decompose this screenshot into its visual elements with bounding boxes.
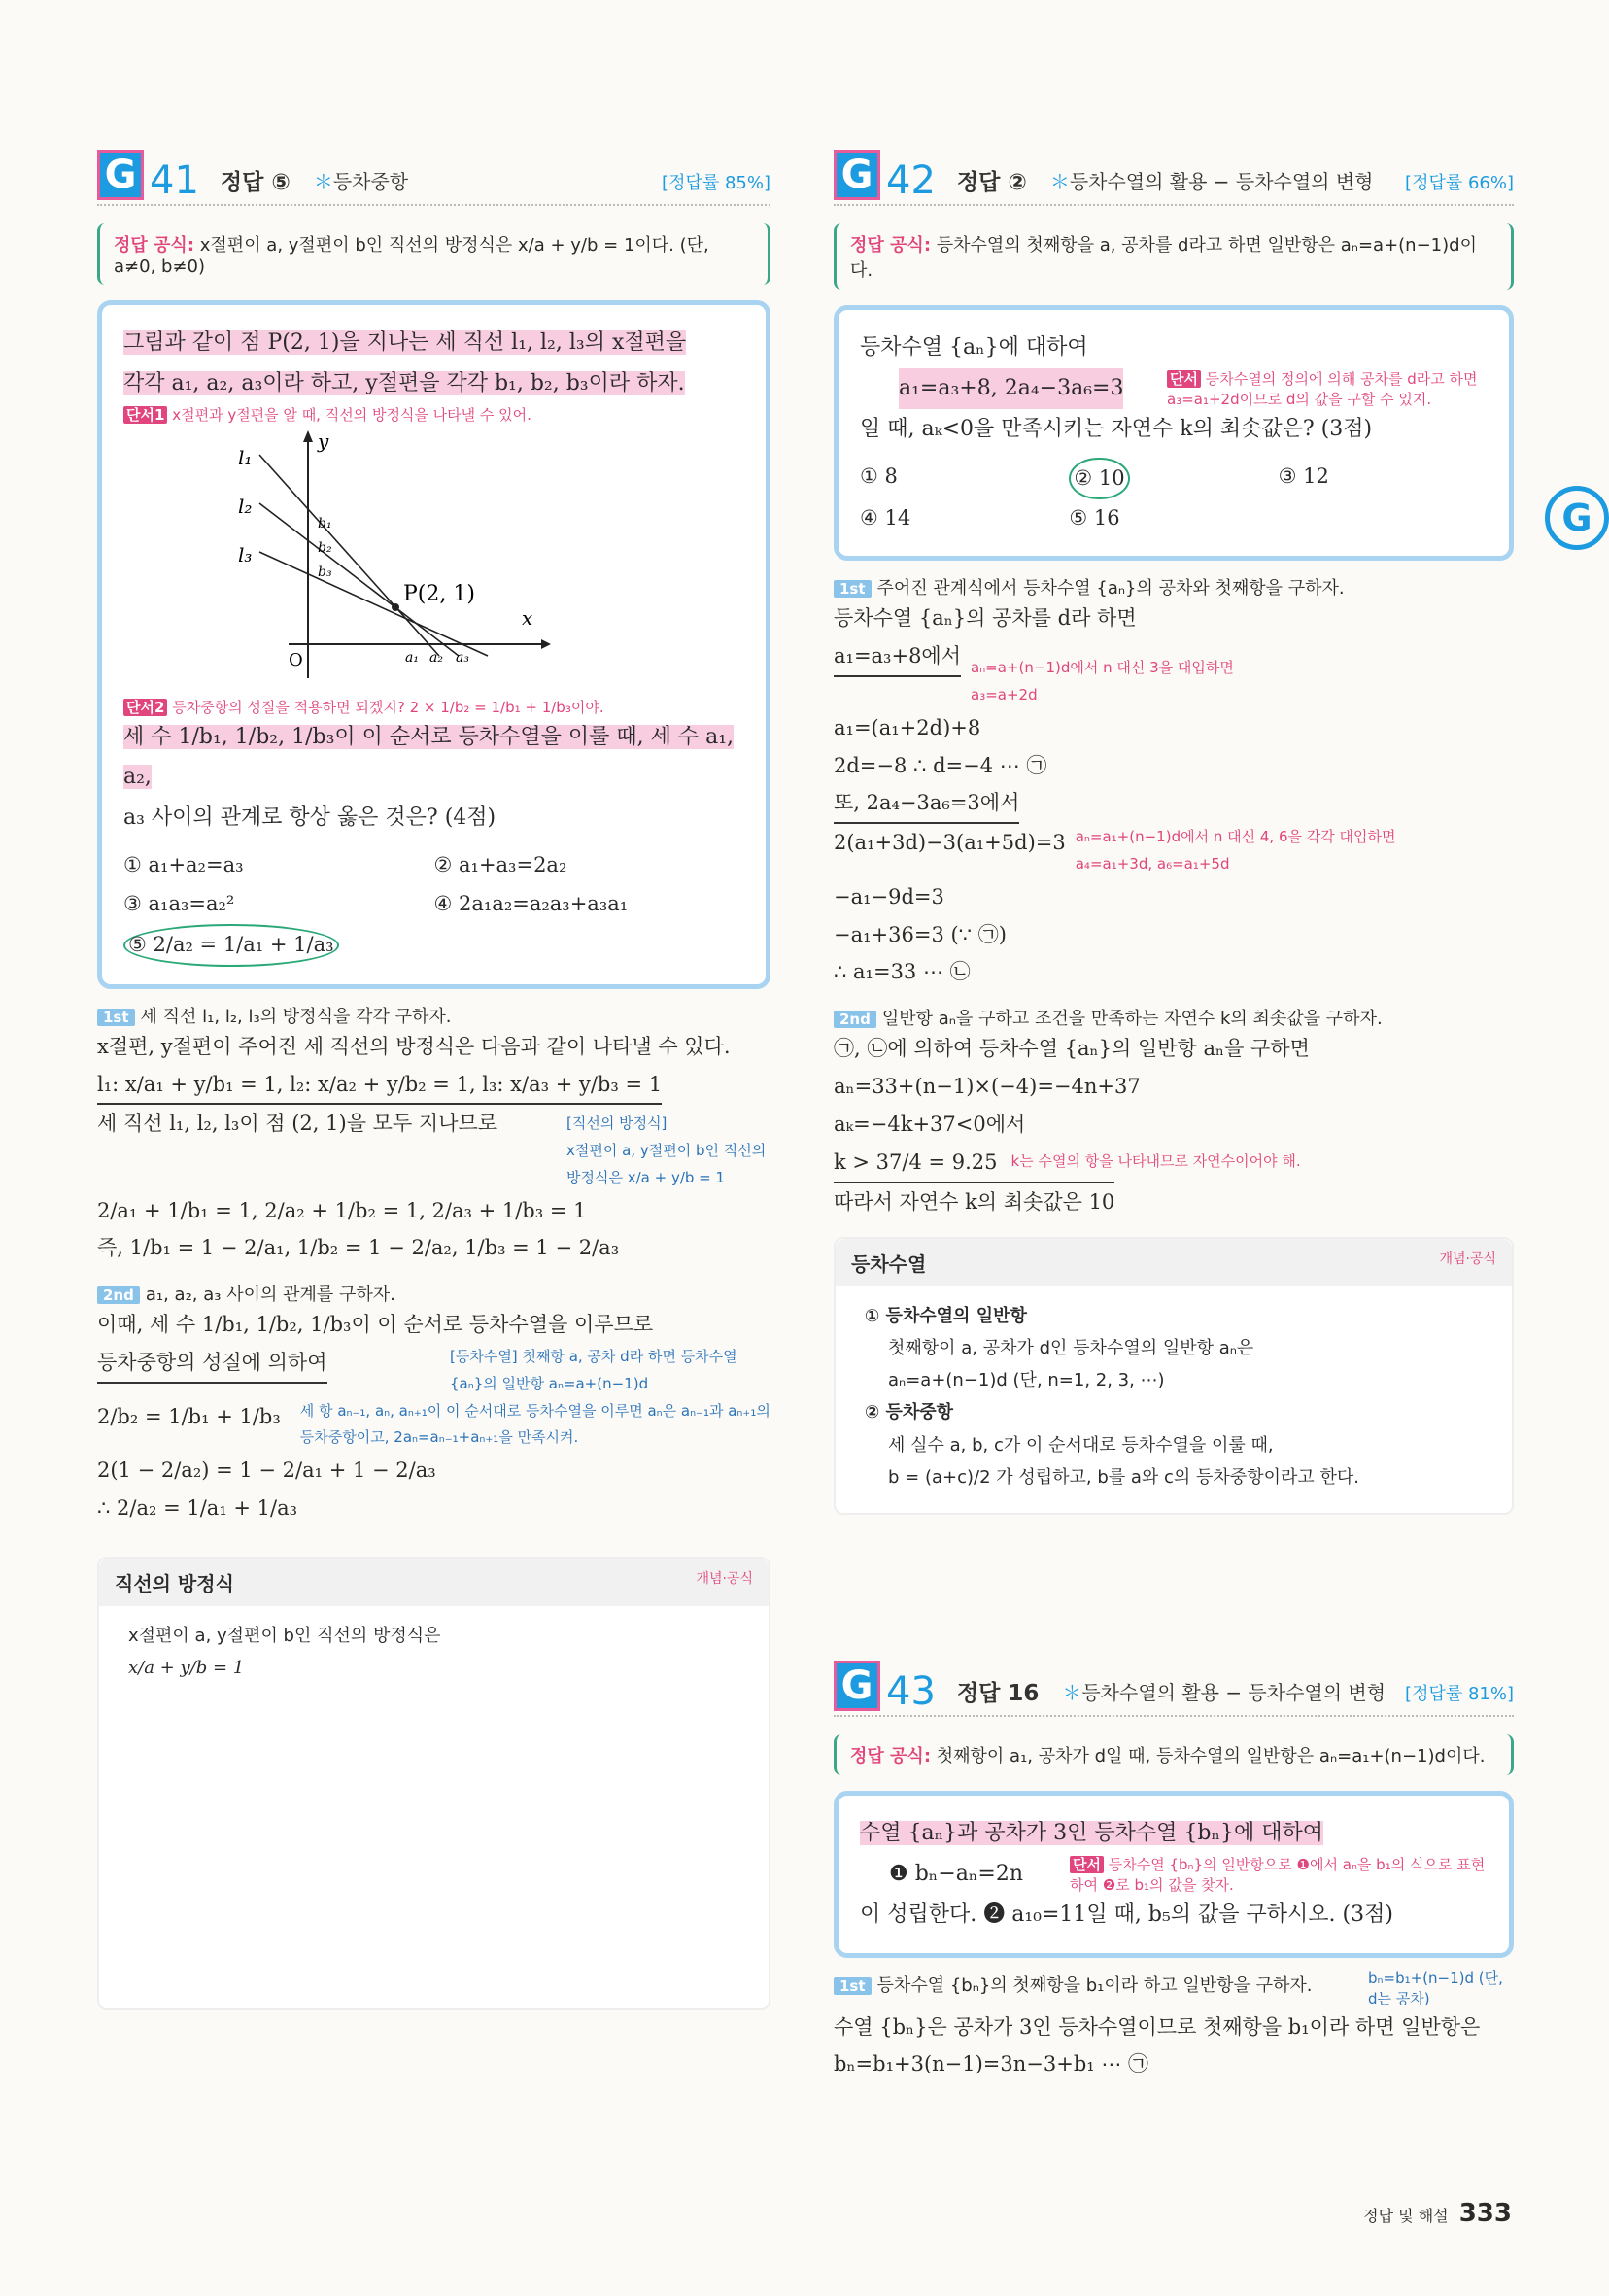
page-number: 333 xyxy=(1458,2199,1512,2228)
q42-option-2: ② 10 xyxy=(1069,458,1278,500)
q41-sol-8: 2/b₂ = 1/b₁ + 1/b₃ xyxy=(97,1404,281,1428)
q41-sol-5: 즉, 1/b₁ = 1 − 2/a₁, 1/b₂ = 1 − 2/a₂, 1/b₃ = 1 − 2/a₃ xyxy=(97,1236,620,1260)
graph-point-p: P(2, 1) xyxy=(403,581,475,606)
q41-option-3: ③ a₁a₃=a₂² xyxy=(123,891,235,915)
q42-sol-13: k > 37/4 = 9.25 xyxy=(834,1149,998,1174)
q42-sol-1: 등차수열 {aₙ}의 공차를 d라 하면 xyxy=(834,606,1137,631)
q43-topic: ＊등차수열의 활용 − 등차수열의 변형 xyxy=(1062,1681,1386,1704)
q42-problem-line3: 일 때, aₖ<0을 만족시키는 자연수 k의 최솟값은? (3점) xyxy=(860,416,1373,441)
footer-label: 정답 및 해설 xyxy=(1363,2207,1449,2225)
q42-option-1: ① 8 xyxy=(860,463,898,488)
q41-note-1: [직선의 방정식] x절편이 a, y절편이 b인 직선의 방정식은 x/a + y/b = 1 xyxy=(566,1114,767,1186)
graph-l3: l₃ xyxy=(238,542,253,566)
q42-concept-1: ① 등차수열의 일반항 xyxy=(865,1305,1027,1326)
q43-header xyxy=(834,1657,1514,1717)
q43-number: 43 xyxy=(886,1669,936,1714)
q41-problem-line2: 각각 a₁, a₂, a₃이라 하고, y절편을 각각 b₁, b₂, b₃이라 하자. xyxy=(123,370,685,395)
q42-problem xyxy=(834,305,1514,561)
q41-hint2: 단서2 등차중항의 성질을 적용하면 되겠지? 2 × 1/b₂ = 1/b₁ + 1/b₃이야. xyxy=(123,697,744,717)
q42-sol-11: aₙ=33+(n−1)×(−4)=−4n+37 xyxy=(834,1075,1141,1099)
q41-graph xyxy=(240,430,551,693)
q42-header xyxy=(834,146,1514,206)
graph-b2: b₂ xyxy=(318,539,332,556)
q41-sol-6: 이때, 세 수 1/b₁, 1/b₂, 1/b₃이 이 순서로 등차수열을 이루므로 xyxy=(97,1313,654,1337)
q41-concept-line2: x/a + y/b = 1 xyxy=(128,1658,245,1679)
q41-hint1: 단서1 x절편과 y절편을 알 때, 직선의 방정식을 나타낼 수 있어. xyxy=(123,404,744,425)
q42-sol-4: 2d=−8 ∴ d=−4 ⋯ ㉠ xyxy=(834,753,1047,777)
graph-x-label: x xyxy=(522,605,533,630)
q42-sol-14: 따라서 자연수 k의 최솟값은 10 xyxy=(834,1182,1114,1221)
graph-a1: a₁ xyxy=(405,649,419,666)
graph-b3: b₃ xyxy=(318,564,332,580)
q41-topic: ＊등차중항 xyxy=(313,170,409,193)
q41-sol-4: 2/a₁ + 1/b₁ = 1, 2/a₂ + 1/b₂ = 1, 2/a₃ + 1/b₃ = 1 xyxy=(97,1198,587,1222)
q42-answer: 정답 ② xyxy=(956,170,1027,195)
q41-concept-line1: x절편이 a, y절편이 b인 직선의 방정식은 xyxy=(128,1625,441,1646)
q41-concept-tag: 개념·공식 xyxy=(696,1570,753,1587)
q42-note-1: aₙ=a+(n−1)d에서 n 대신 3을 대입하면 a₃=a+2d xyxy=(971,659,1234,703)
q42-sol-12: aₖ=−4k+37<0에서 xyxy=(834,1112,1026,1136)
q42-concept-tag: 개념·공식 xyxy=(1439,1251,1496,1267)
q41-option-1: ① a₁+a₂=a₃ xyxy=(123,852,244,876)
q42-topic: ＊등차수열의 활용 − 등차수열의 변형 xyxy=(1049,170,1374,193)
q41-note-3: 세 항 aₙ₋₁, aₙ, aₙ₊₁이 이 순서대로 등차수열을 이루면 aₙ은 aₙ₋₁과 aₙ₊₁의 등차중항이고, 2aₙ=aₙ₋₁+aₙ₊₁을 만족시켜. xyxy=(299,1401,770,1447)
q42-sol-6: 2(a₁+3d)−3(a₁+5d)=3 xyxy=(834,831,1066,855)
q41-rate: [정답률 85%] xyxy=(662,173,770,193)
q42-hint: 단서 등차수열의 정의에 의해 공차를 d라고 하면 a₃=a₁+2d이므로 d의 값을 구할 수 있지. xyxy=(1167,369,1478,408)
q43-problem xyxy=(834,1791,1514,1958)
q42-formula: 정답 공식: 등차수열의 첫째항을 a, 공차를 d라고 하면 일반항은 aₙ=a+(n−1)d이다. xyxy=(834,223,1514,290)
q41-step2: 2nd a₁, a₂, a₃ 사이의 관계를 구하자. xyxy=(97,1281,770,1306)
q41-step1: 1st 세 직선 l₁, l₂, l₃의 방정식을 각각 구하자. xyxy=(97,1003,770,1028)
q41-note-2: [등차수열] 첫째항 a, 공차 d라 하면 등차수열 {aₙ}의 일반항 aₙ=a+(n−1)d xyxy=(450,1348,737,1392)
q42-sol-8: −a₁+36=3 (∵ ㉠) xyxy=(834,922,1007,946)
q42-problem-line1: 등차수열 {aₙ}에 대하여 xyxy=(860,335,1088,360)
q42-step1: 1st 주어진 관계식에서 등차수열 {aₙ}의 공차와 첫째항을 구하자. xyxy=(834,574,1514,600)
q42-problem-line2: a₁=a₃+8, 2a₄−3a₆=3 xyxy=(899,368,1123,409)
q41-concept xyxy=(97,1557,770,2010)
q41-sol-1: x절편, y절편이 주어진 세 직선의 방정식은 다음과 같이 나타낼 수 있다. xyxy=(97,1034,731,1058)
q42-concept-2: 첫째항이 a, 공차가 d인 등차수열의 일반항 aₙ은 xyxy=(888,1337,1254,1358)
q43-sol-1: 수열 {bₙ}은 공차가 3인 등차수열이므로 첫째항을 b₁이라 하면 일반항은 xyxy=(834,2014,1481,2039)
q42-concept-3: aₙ=a+(n−1)d (단, n=1, 2, 3, ⋯) xyxy=(888,1370,1165,1391)
q42-options xyxy=(860,458,1488,539)
q41-formula: 정답 공식: x절편이 a, y절편이 b인 직선의 방정식은 x/a + y/b = 1이다. (단, a≠0, b≠0) xyxy=(97,223,770,285)
q41-answer: 정답 ⑤ xyxy=(220,170,291,195)
q42-concept-5: 세 실수 a, b, c가 이 순서대로 등차수열을 이룰 때, xyxy=(888,1434,1274,1456)
q43-sol-2: bₙ=b₁+3(n−1)=3n−3+b₁ ⋯ ㉠ xyxy=(834,2052,1149,2076)
q43-problem-line2: ❶ bₙ−aₙ=2n xyxy=(889,1861,1023,1886)
graph-y-label: y xyxy=(318,428,329,453)
q43-note-1: bₙ=b₁+(n−1)d (단, d는 공차) xyxy=(1368,1969,1503,2007)
q42-concept xyxy=(834,1237,1514,1516)
graph-a2: a₂ xyxy=(429,649,443,666)
graph-b1: b₁ xyxy=(318,515,332,531)
q42-sol-2: a₁=a₃+8에서 xyxy=(834,637,961,677)
graph-l1: l₁ xyxy=(238,445,253,469)
q41-option-2: ② a₁+a₃=2a₂ xyxy=(433,852,567,876)
q42-sol-10: ㉠, ㉡에 의하여 등차수열 {aₙ}의 일반항 aₙ을 구하면 xyxy=(834,1037,1310,1061)
q42-note-2: aₙ=a₁+(n−1)d에서 n 대신 4, 6을 각각 대입하면 a₄=a₁+3d, a₆=a₁+5d xyxy=(1075,828,1396,873)
q42-option-5: ⑤ 16 xyxy=(1069,506,1120,531)
q41-sol-9: 2(1 − 2/a₂) = 1 − 2/a₁ + 1 − 2/a₃ xyxy=(97,1458,436,1483)
q41-problem-line3: 세 수 1/b₁, 1/b₂, 1/b₃이 이 순서로 등차수열을 이룰 때, 세 수 a₁, a₂, xyxy=(123,724,735,790)
q42-concept-4: ② 등차중항 xyxy=(865,1402,954,1423)
q43-problem-line3: 이 성립한다. ❷ a₁₀=11일 때, b₅의 값을 구하시오. (3점) xyxy=(860,1902,1393,1927)
page-footer xyxy=(1363,2199,1512,2228)
q42-sol-9: ∴ a₁=33 ⋯ ㉡ xyxy=(834,960,971,984)
q42-sol-7: −a₁−9d=3 xyxy=(834,884,944,908)
section-tab-g: G xyxy=(1545,486,1609,550)
q41-option-5: ⑤ 2/a₂ = 1/a₁ + 1/a₃ xyxy=(123,924,434,967)
q41-number: 41 xyxy=(150,158,199,203)
q42-step2: 2nd 일반항 aₙ을 구하고 조건을 만족하는 자연수 k의 최솟값을 구하자. xyxy=(834,1005,1514,1030)
q42-note-3: k는 수열의 항을 나타내므로 자연수이어야 해. xyxy=(1010,1152,1301,1171)
q42-concept-6: b = (a+c)/2 가 성립하고, b를 a와 c의 등차중항이라고 한다. xyxy=(888,1466,1359,1488)
q41-problem-line4: a₃ 사이의 관계로 항상 옳은 것은? (4점) xyxy=(123,805,496,831)
q41-sol-10: ∴ 2/a₂ = 1/a₁ + 1/a₃ xyxy=(97,1495,298,1520)
question-43 xyxy=(834,1657,1514,2083)
q42-rate: [정답률 66%] xyxy=(1405,173,1514,193)
graph-origin: O xyxy=(289,649,303,670)
q41-header xyxy=(97,146,770,206)
q42-sol-3: a₁=(a₁+2d)+8 xyxy=(834,715,981,739)
q43-formula: 정답 공식: 첫째항이 a₁, 공차가 d일 때, 등차수열의 일반항은 aₙ=a₁+(n−1)d이다. xyxy=(834,1734,1514,1775)
q43-hint: 단서 등차수열 {bₙ}의 일반항으로 ❶에서 aₙ을 b₁의 식으로 표현하여 ❷로 b₁의 값을 찾자. xyxy=(1070,1855,1486,1894)
q42-concept-title: 등차수열 xyxy=(851,1251,927,1276)
question-42 xyxy=(834,146,1514,1515)
q41-option-4: ④ 2a₁a₂=a₂a₃+a₃a₁ xyxy=(433,891,629,915)
q42-sol-5: 또, 2a₄−3a₆=3에서 xyxy=(834,784,1019,824)
q42-g-badge: G xyxy=(834,150,880,200)
q42-number: 42 xyxy=(886,158,936,203)
q41-sol-2: l₁: x/a₁ + y/b₁ = 1, l₂: x/a₂ + y/b₂ = 1, l₃: x/a₃ + y/b₃ = 1 xyxy=(97,1066,662,1106)
q43-problem-line1: 수열 {aₙ}과 공차가 3인 등차수열 {bₙ}에 대하여 xyxy=(860,1821,1323,1845)
q41-g-badge: G xyxy=(97,150,144,200)
q43-answer: 정답 16 xyxy=(956,1681,1040,1706)
q41-problem-line1: 그림과 같이 점 P(2, 1)을 지나는 세 직선 l₁, l₂, l₃의 x절편을 xyxy=(123,330,687,355)
q41-problem xyxy=(97,300,770,989)
q43-rate: [정답률 81%] xyxy=(1405,1684,1514,1704)
q41-concept-title: 직선의 방정식 xyxy=(115,1571,234,1595)
q41-sol-3: 세 직선 l₁, l₂, l₃이 점 (2, 1)을 모두 지나므로 xyxy=(97,1112,498,1136)
q43-g-badge: G xyxy=(834,1661,880,1711)
question-41 xyxy=(97,146,770,2010)
graph-a3: a₃ xyxy=(456,649,469,666)
q42-option-3: ③ 12 xyxy=(1278,463,1329,488)
q41-sol-7: 등차중항의 성질에 의하여 xyxy=(97,1344,327,1384)
q41-options xyxy=(123,846,744,967)
q42-option-4: ④ 14 xyxy=(860,506,911,531)
q43-step1: 1st 등차수열 {bₙ}의 첫째항을 b₁이라 하고 일반항을 구하자. xyxy=(834,1971,1313,1997)
graph-l2: l₂ xyxy=(238,494,253,518)
